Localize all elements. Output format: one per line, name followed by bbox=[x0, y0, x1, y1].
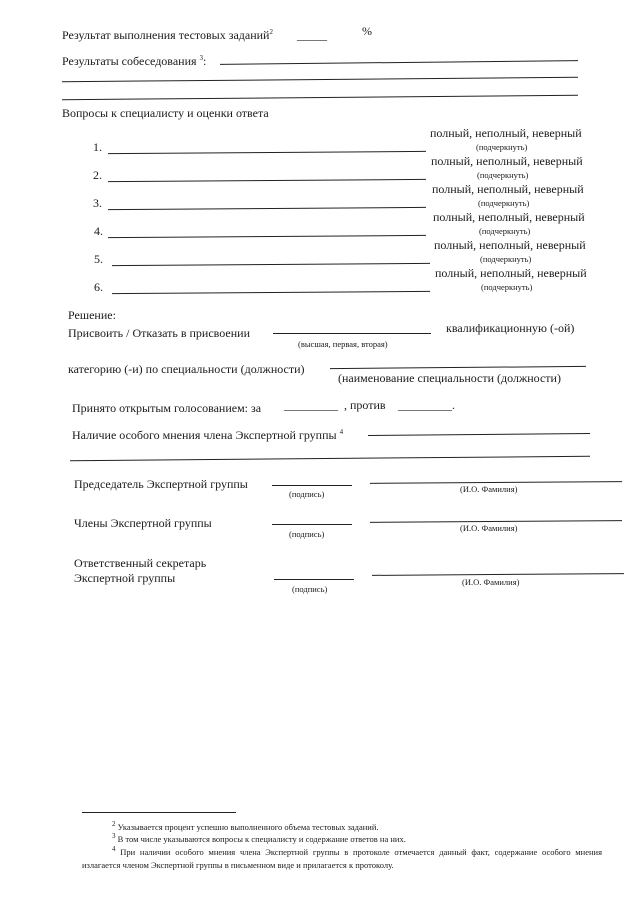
question-line[interactable] bbox=[108, 179, 426, 182]
dissent-label: Наличие особого мнения члена Экспертной группы $^4$ bbox=[72, 428, 344, 442]
answer-options-hint: (подчеркнуть) bbox=[479, 226, 531, 236]
question-number: 1. bbox=[93, 140, 102, 154]
answer-options-hint: (подчеркнуть) bbox=[480, 254, 532, 264]
answer-options[interactable]: полный, неполный, неверный bbox=[431, 154, 583, 168]
qualification-label: квалификационную (-ой) bbox=[446, 321, 575, 335]
footnote-4: $^4$ При наличии особого мнения члена Экспертной группы в протоколе отмечается данный факт, содержание особого мнения излагается членом Экспертной группы в письменном виде и прилагается к протоколу. bbox=[82, 845, 603, 870]
question-number: 4. bbox=[94, 224, 103, 238]
level-hint: (высшая, первая, вторая) bbox=[298, 339, 388, 349]
test-result-label: Результат выполнения тестовых заданий$^2$ bbox=[62, 28, 273, 42]
question-number: 2. bbox=[93, 168, 102, 182]
footnote-separator bbox=[82, 812, 236, 813]
secretary-signature-hint: (подпись) bbox=[292, 584, 328, 594]
answer-options[interactable]: полный, неполный, неверный bbox=[430, 126, 582, 140]
footnote-3: $^3$ В том числе указываются вопросы к специалисту и содержание ответов на них. bbox=[112, 832, 406, 844]
questions-title: Вопросы к специалисту и оценки ответа bbox=[62, 106, 269, 120]
secretary-label-1: Ответственный секретарь bbox=[74, 556, 207, 570]
answer-options[interactable]: полный, неполный, неверный bbox=[434, 238, 586, 252]
test-result-blank[interactable]: _____ bbox=[297, 28, 327, 42]
secretary-name-line[interactable] bbox=[372, 573, 624, 576]
vote-against-label: , против bbox=[344, 398, 386, 412]
members-signature-line[interactable] bbox=[272, 524, 352, 525]
answer-options[interactable]: полный, неполный, неверный bbox=[433, 210, 585, 224]
level-line[interactable] bbox=[273, 333, 431, 334]
chairman-signature-line[interactable] bbox=[272, 485, 352, 486]
answer-options-hint: (подчеркнуть) bbox=[476, 142, 528, 152]
assign-label: Присвоить / Отказать в присвоении bbox=[68, 326, 250, 340]
members-name-hint: (И.О. Фамилия) bbox=[460, 523, 518, 533]
question-line[interactable] bbox=[108, 151, 426, 154]
secretary-signature-line[interactable] bbox=[274, 579, 354, 580]
vote-against-blank[interactable]: _________. bbox=[398, 398, 455, 412]
interview-line-3[interactable] bbox=[62, 95, 578, 101]
question-line[interactable] bbox=[108, 235, 426, 238]
answer-options-hint: (подчеркнуть) bbox=[478, 198, 530, 208]
dissent-line-2[interactable] bbox=[70, 456, 590, 462]
question-number: 3. bbox=[93, 196, 102, 210]
footnote-2: $^2$ Указывается процент успешно выполненного объема тестовых заданий. bbox=[112, 820, 379, 832]
interview-line-1[interactable] bbox=[220, 60, 578, 65]
answer-options-hint: (подчеркнуть) bbox=[481, 282, 533, 292]
secretary-label-2: Экспертной группы bbox=[74, 571, 176, 585]
interview-label: Результаты собеседования $^3$: bbox=[62, 54, 207, 68]
answer-options[interactable]: полный, неполный, неверный bbox=[432, 182, 584, 196]
decision-title: Решение: bbox=[68, 308, 116, 322]
members-signature-hint: (подпись) bbox=[289, 529, 325, 539]
specialty-line[interactable] bbox=[330, 366, 586, 369]
question-number: 6. bbox=[94, 280, 103, 294]
secretary-name-hint: (И.О. Фамилия) bbox=[462, 577, 520, 587]
vote-for-blank[interactable]: _________ bbox=[284, 398, 338, 412]
specialty-hint: (наименование специальности (должности) bbox=[338, 371, 561, 385]
question-number: 5. bbox=[94, 252, 103, 266]
interview-line-2[interactable] bbox=[62, 77, 578, 83]
chairman-label: Председатель Экспертной группы bbox=[74, 477, 248, 491]
chairman-signature-hint: (подпись) bbox=[289, 489, 325, 499]
answer-options[interactable]: полный, неполный, неверный bbox=[435, 266, 587, 280]
answer-options-hint: (подчеркнуть) bbox=[477, 170, 529, 180]
vote-label: Принято открытым голосованием: за bbox=[72, 401, 262, 415]
question-line[interactable] bbox=[108, 207, 426, 210]
percent-sign: % bbox=[362, 24, 372, 38]
category-label: категорию (-и) по специальности (должности) bbox=[68, 362, 305, 376]
question-line[interactable] bbox=[112, 263, 430, 266]
members-label: Члены Экспертной группы bbox=[74, 516, 212, 530]
chairman-name-hint: (И.О. Фамилия) bbox=[460, 484, 518, 494]
question-line[interactable] bbox=[112, 291, 430, 294]
dissent-line-1[interactable] bbox=[368, 433, 590, 436]
